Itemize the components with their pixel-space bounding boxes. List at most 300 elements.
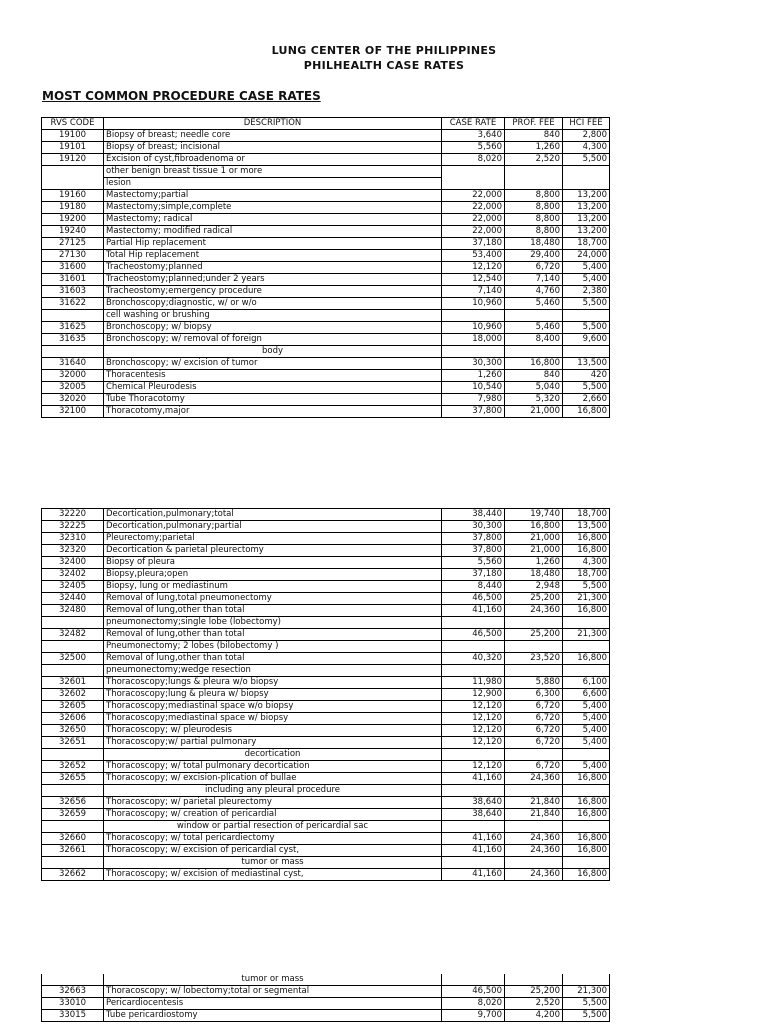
table-row bbox=[42, 581, 610, 593]
rvs-code-cell bbox=[42, 346, 104, 358]
prof-fee-cell: 6,720 bbox=[505, 761, 563, 773]
table-row bbox=[42, 406, 610, 418]
prof-fee-cell: 6,720 bbox=[505, 725, 563, 737]
hci-fee-cell bbox=[563, 310, 610, 322]
description-cell: Total Hip replacement bbox=[104, 250, 442, 262]
prof-fee-cell: 6,720 bbox=[505, 262, 563, 274]
hci-fee-cell: 18,700 bbox=[563, 569, 610, 581]
table-row bbox=[42, 605, 610, 617]
hci-fee-cell: 18,700 bbox=[563, 238, 610, 250]
rvs-code-cell: 33015 bbox=[42, 1010, 104, 1022]
description-cell: Thoracoscopy;lungs & pleura w/o biopsy bbox=[104, 677, 442, 689]
hci-fee-cell: 5,500 bbox=[563, 154, 610, 166]
document-title: LUNG CENTER OF THE PHILIPPINES bbox=[271, 44, 497, 57]
prof-fee-cell: 840 bbox=[505, 370, 563, 382]
hci-fee-cell: 18,700 bbox=[563, 509, 610, 521]
rvs-code-cell bbox=[42, 749, 104, 761]
prof-fee-cell: 5,880 bbox=[505, 677, 563, 689]
hci-fee-cell: 16,800 bbox=[563, 653, 610, 665]
prof-fee-cell: 21,000 bbox=[505, 545, 563, 557]
description-cell: Bronchoscopy; w/ biopsy bbox=[104, 322, 442, 334]
table-row bbox=[42, 202, 610, 214]
prof-fee-cell bbox=[505, 641, 563, 653]
hci-fee-cell: 9,600 bbox=[563, 334, 610, 346]
case-rate-cell: 37,180 bbox=[442, 569, 505, 581]
case-rate-cell: 22,000 bbox=[442, 190, 505, 202]
hci-fee-cell: 13,200 bbox=[563, 202, 610, 214]
prof-fee-cell: 24,360 bbox=[505, 605, 563, 617]
description-cell: Bronchoscopy; w/ removal of foreign bbox=[104, 334, 442, 346]
prof-fee-cell: 6,300 bbox=[505, 689, 563, 701]
column-header-description: DESCRIPTION bbox=[104, 118, 442, 130]
description-cell: Removal of lung,other than total bbox=[104, 605, 442, 617]
prof-fee-cell bbox=[505, 821, 563, 833]
case-rate-cell: 40,320 bbox=[442, 653, 505, 665]
description-cell: Thoracoscopy;w/ partial pulmonary bbox=[104, 737, 442, 749]
description-cell: Biopsy of pleura bbox=[104, 557, 442, 569]
table-row bbox=[42, 238, 610, 250]
rvs-code-cell: 32661 bbox=[42, 845, 104, 857]
prof-fee-cell: 2,520 bbox=[505, 998, 563, 1010]
rvs-code-cell: 32000 bbox=[42, 370, 104, 382]
rvs-code-cell bbox=[42, 785, 104, 797]
rvs-code-cell: 32482 bbox=[42, 629, 104, 641]
rvs-code-cell: 32005 bbox=[42, 382, 104, 394]
table-row-continuation bbox=[42, 821, 610, 833]
prof-fee-cell: 16,800 bbox=[505, 521, 563, 533]
table-row bbox=[42, 226, 610, 238]
case-rate-cell bbox=[442, 821, 505, 833]
rvs-code-cell: 32320 bbox=[42, 545, 104, 557]
table-row bbox=[42, 322, 610, 334]
description-cell: body bbox=[104, 346, 442, 358]
case-rate-cell: 46,500 bbox=[442, 593, 505, 605]
description-cell: lesion bbox=[104, 178, 442, 190]
case-rate-cell: 41,160 bbox=[442, 833, 505, 845]
case-rate-cell: 12,120 bbox=[442, 713, 505, 725]
hci-fee-cell: 16,800 bbox=[563, 773, 610, 785]
rvs-code-cell: 32402 bbox=[42, 569, 104, 581]
case-rate-cell: 41,160 bbox=[442, 845, 505, 857]
rvs-code-cell: 32606 bbox=[42, 713, 104, 725]
case-rate-cell: 7,980 bbox=[442, 394, 505, 406]
hci-fee-cell: 16,800 bbox=[563, 845, 610, 857]
hci-fee-cell: 13,500 bbox=[563, 521, 610, 533]
rvs-code-cell: 31600 bbox=[42, 262, 104, 274]
case-rate-cell: 7,140 bbox=[442, 286, 505, 298]
case-rate-cell: 8,020 bbox=[442, 998, 505, 1010]
case-rate-cell bbox=[442, 641, 505, 653]
table-row bbox=[42, 1010, 610, 1022]
description-cell: Thoracoscopy; w/ excision of pericardial cyst, bbox=[104, 845, 442, 857]
table-row bbox=[42, 334, 610, 346]
description-cell: Chemical Pleurodesis bbox=[104, 382, 442, 394]
rvs-code-cell: 32655 bbox=[42, 773, 104, 785]
prof-fee-cell: 8,800 bbox=[505, 226, 563, 238]
case-rate-cell: 22,000 bbox=[442, 202, 505, 214]
description-cell: Thoracoscopy; w/ total pulmonary decortication bbox=[104, 761, 442, 773]
rvs-code-cell: 31625 bbox=[42, 322, 104, 334]
rvs-code-cell: 31640 bbox=[42, 358, 104, 370]
case-rate-cell: 11,980 bbox=[442, 677, 505, 689]
prof-fee-cell: 24,360 bbox=[505, 869, 563, 881]
prof-fee-cell: 8,800 bbox=[505, 202, 563, 214]
table-row bbox=[42, 358, 610, 370]
prof-fee-cell: 8,800 bbox=[505, 214, 563, 226]
table-row bbox=[42, 286, 610, 298]
prof-fee-cell: 21,840 bbox=[505, 797, 563, 809]
description-cell: Pleurectomy;parietal bbox=[104, 533, 442, 545]
hci-fee-cell: 5,500 bbox=[563, 581, 610, 593]
hci-fee-cell: 16,800 bbox=[563, 545, 610, 557]
case-rate-cell: 18,000 bbox=[442, 334, 505, 346]
description-cell: Pericardiocentesis bbox=[104, 998, 442, 1010]
rvs-code-cell bbox=[42, 641, 104, 653]
rvs-code-cell: 32440 bbox=[42, 593, 104, 605]
table-row-continuation bbox=[42, 785, 610, 797]
rvs-code-cell: 32660 bbox=[42, 833, 104, 845]
table-row bbox=[42, 533, 610, 545]
rvs-code-cell: 19180 bbox=[42, 202, 104, 214]
table-row bbox=[42, 250, 610, 262]
prof-fee-cell: 5,040 bbox=[505, 382, 563, 394]
hci-fee-cell: 16,800 bbox=[563, 809, 610, 821]
rvs-code-cell: 19101 bbox=[42, 142, 104, 154]
rvs-code-cell bbox=[42, 310, 104, 322]
prof-fee-cell: 8,400 bbox=[505, 334, 563, 346]
table-row bbox=[42, 569, 610, 581]
rvs-code-cell: 32605 bbox=[42, 701, 104, 713]
case-rate-cell: 10,960 bbox=[442, 322, 505, 334]
table-row-continuation bbox=[42, 974, 610, 986]
case-rate-cell: 10,960 bbox=[442, 298, 505, 310]
case-rate-cell: 12,120 bbox=[442, 737, 505, 749]
rvs-code-cell: 33010 bbox=[42, 998, 104, 1010]
prof-fee-cell: 4,200 bbox=[505, 1010, 563, 1022]
rvs-code-cell bbox=[42, 665, 104, 677]
case-rate-cell bbox=[442, 166, 505, 178]
table-row bbox=[42, 154, 610, 166]
case-rate-cell: 38,440 bbox=[442, 509, 505, 521]
hci-fee-cell: 24,000 bbox=[563, 250, 610, 262]
rvs-code-cell: 32310 bbox=[42, 533, 104, 545]
prof-fee-cell bbox=[505, 166, 563, 178]
case-rates-table-3 bbox=[41, 974, 610, 1022]
prof-fee-cell: 5,460 bbox=[505, 298, 563, 310]
rvs-code-cell: 32601 bbox=[42, 677, 104, 689]
hci-fee-cell: 13,500 bbox=[563, 358, 610, 370]
table-row bbox=[42, 797, 610, 809]
description-cell: Thoracoscopy; w/ excision-plication of bullae bbox=[104, 773, 442, 785]
rvs-code-cell: 31601 bbox=[42, 274, 104, 286]
description-cell: Tube Thoracotomy bbox=[104, 394, 442, 406]
case-rate-cell: 38,640 bbox=[442, 797, 505, 809]
rvs-code-cell: 19240 bbox=[42, 226, 104, 238]
table-row bbox=[42, 689, 610, 701]
rvs-code-cell: 32405 bbox=[42, 581, 104, 593]
hci-fee-cell bbox=[563, 346, 610, 358]
case-rate-cell: 12,120 bbox=[442, 262, 505, 274]
table-row bbox=[42, 653, 610, 665]
table-row-continuation bbox=[42, 346, 610, 358]
case-rate-cell bbox=[442, 665, 505, 677]
rvs-code-cell: 32663 bbox=[42, 986, 104, 998]
description-cell: Thoracoscopy; w/ total pericardiectomy bbox=[104, 833, 442, 845]
rvs-code-cell: 32659 bbox=[42, 809, 104, 821]
prof-fee-cell bbox=[505, 974, 563, 986]
table-row bbox=[42, 869, 610, 881]
table-row-continuation bbox=[42, 857, 610, 869]
description-cell: other benign breast tissue 1 or more bbox=[104, 166, 442, 178]
case-rate-cell: 12,120 bbox=[442, 725, 505, 737]
rvs-code-cell: 32480 bbox=[42, 605, 104, 617]
hci-fee-cell: 6,600 bbox=[563, 689, 610, 701]
case-rate-cell: 53,400 bbox=[442, 250, 505, 262]
rvs-code-cell: 19120 bbox=[42, 154, 104, 166]
rvs-code-cell bbox=[42, 974, 104, 986]
prof-fee-cell: 29,400 bbox=[505, 250, 563, 262]
description-cell: Biopsy of breast; incisional bbox=[104, 142, 442, 154]
prof-fee-cell: 18,480 bbox=[505, 569, 563, 581]
prof-fee-cell: 21,000 bbox=[505, 406, 563, 418]
rvs-code-cell: 32220 bbox=[42, 509, 104, 521]
case-rate-cell: 46,500 bbox=[442, 986, 505, 998]
table-row bbox=[42, 298, 610, 310]
hci-fee-cell: 2,380 bbox=[563, 286, 610, 298]
rvs-code-cell: 19100 bbox=[42, 130, 104, 142]
column-header-case-rate: CASE RATE bbox=[442, 118, 505, 130]
prof-fee-cell: 2,948 bbox=[505, 581, 563, 593]
description-cell: Thoracoscopy; w/ excision of mediastinal cyst, bbox=[104, 869, 442, 881]
description-cell: Biopsy, lung or mediastinum bbox=[104, 581, 442, 593]
case-rate-cell: 5,560 bbox=[442, 142, 505, 154]
description-cell: Decortication,pulmonary;total bbox=[104, 509, 442, 521]
description-cell: decortication bbox=[104, 749, 442, 761]
table-row bbox=[42, 509, 610, 521]
rvs-code-cell: 19160 bbox=[42, 190, 104, 202]
table-row bbox=[42, 262, 610, 274]
case-rate-cell bbox=[442, 310, 505, 322]
table-row bbox=[42, 142, 610, 154]
table-row bbox=[42, 130, 610, 142]
table-row bbox=[42, 998, 610, 1010]
prof-fee-cell: 24,360 bbox=[505, 833, 563, 845]
description-cell: Thoracoscopy;lung & pleura w/ biopsy bbox=[104, 689, 442, 701]
table-row bbox=[42, 557, 610, 569]
hci-fee-cell: 16,800 bbox=[563, 533, 610, 545]
table-row bbox=[42, 845, 610, 857]
column-header-prof-fee: PROF. FEE bbox=[505, 118, 563, 130]
table-row-continuation bbox=[42, 617, 610, 629]
description-cell: Tracheostomy;planned;under 2 years bbox=[104, 274, 442, 286]
description-cell: Thoracoscopy; w/ parietal pleurectomy bbox=[104, 797, 442, 809]
table-row bbox=[42, 382, 610, 394]
description-cell: window or partial resection of pericardial sac bbox=[104, 821, 442, 833]
hci-fee-cell bbox=[563, 166, 610, 178]
description-cell: Decortication,pulmonary;partial bbox=[104, 521, 442, 533]
case-rate-cell: 8,440 bbox=[442, 581, 505, 593]
section-heading: MOST COMMON PROCEDURE CASE RATES bbox=[42, 89, 321, 103]
prof-fee-cell bbox=[505, 857, 563, 869]
rvs-code-cell: 32662 bbox=[42, 869, 104, 881]
prof-fee-cell bbox=[505, 310, 563, 322]
description-cell: Thoracoscopy;mediastinal space w/o biopsy bbox=[104, 701, 442, 713]
rvs-code-cell bbox=[42, 166, 104, 178]
rvs-code-cell: 27125 bbox=[42, 238, 104, 250]
prof-fee-cell: 840 bbox=[505, 130, 563, 142]
case-rate-cell: 41,160 bbox=[442, 869, 505, 881]
prof-fee-cell: 5,460 bbox=[505, 322, 563, 334]
rvs-code-cell: 32652 bbox=[42, 761, 104, 773]
case-rates-table-2 bbox=[41, 508, 610, 881]
prof-fee-cell: 21,000 bbox=[505, 533, 563, 545]
hci-fee-cell: 21,300 bbox=[563, 986, 610, 998]
case-rate-cell: 12,120 bbox=[442, 761, 505, 773]
description-cell: Mastectomy;partial bbox=[104, 190, 442, 202]
description-cell: Excision of cyst,fibroadenoma or bbox=[104, 154, 442, 166]
hci-fee-cell bbox=[563, 617, 610, 629]
rvs-code-cell: 32020 bbox=[42, 394, 104, 406]
case-rate-cell: 41,160 bbox=[442, 773, 505, 785]
hci-fee-cell: 21,300 bbox=[563, 593, 610, 605]
table-row bbox=[42, 773, 610, 785]
case-rate-cell: 37,800 bbox=[442, 545, 505, 557]
rvs-code-cell: 32602 bbox=[42, 689, 104, 701]
table-row bbox=[42, 629, 610, 641]
case-rate-cell: 8,020 bbox=[442, 154, 505, 166]
prof-fee-cell: 18,480 bbox=[505, 238, 563, 250]
case-rate-cell: 12,900 bbox=[442, 689, 505, 701]
prof-fee-cell: 25,200 bbox=[505, 593, 563, 605]
hci-fee-cell: 6,100 bbox=[563, 677, 610, 689]
hci-fee-cell: 5,400 bbox=[563, 274, 610, 286]
description-cell: Thoracotomy,major bbox=[104, 406, 442, 418]
case-rate-cell: 30,300 bbox=[442, 521, 505, 533]
hci-fee-cell bbox=[563, 974, 610, 986]
rvs-code-cell: 32225 bbox=[42, 521, 104, 533]
hci-fee-cell: 5,400 bbox=[563, 725, 610, 737]
hci-fee-cell: 13,200 bbox=[563, 190, 610, 202]
description-cell: Removal of lung,other than total bbox=[104, 653, 442, 665]
case-rate-cell: 10,540 bbox=[442, 382, 505, 394]
description-cell: including any pleural procedure bbox=[104, 785, 442, 797]
prof-fee-cell: 24,360 bbox=[505, 773, 563, 785]
prof-fee-cell: 7,140 bbox=[505, 274, 563, 286]
case-rate-cell: 30,300 bbox=[442, 358, 505, 370]
hci-fee-cell: 5,500 bbox=[563, 998, 610, 1010]
table-row bbox=[42, 545, 610, 557]
hci-fee-cell: 13,200 bbox=[563, 214, 610, 226]
case-rate-cell: 37,180 bbox=[442, 238, 505, 250]
description-cell: Mastectomy; modified radical bbox=[104, 226, 442, 238]
hci-fee-cell: 13,200 bbox=[563, 226, 610, 238]
rvs-code-cell: 31622 bbox=[42, 298, 104, 310]
prof-fee-cell: 8,800 bbox=[505, 190, 563, 202]
case-rate-cell: 3,640 bbox=[442, 130, 505, 142]
case-rate-cell bbox=[442, 346, 505, 358]
case-rate-cell: 22,000 bbox=[442, 226, 505, 238]
prof-fee-cell bbox=[505, 178, 563, 190]
prof-fee-cell: 2,520 bbox=[505, 154, 563, 166]
table-row bbox=[42, 370, 610, 382]
case-rate-cell: 41,160 bbox=[442, 605, 505, 617]
case-rate-cell: 12,540 bbox=[442, 274, 505, 286]
case-rates-table-1 bbox=[41, 117, 610, 418]
prof-fee-cell: 24,360 bbox=[505, 845, 563, 857]
case-rate-cell: 38,640 bbox=[442, 809, 505, 821]
hci-fee-cell: 21,300 bbox=[563, 629, 610, 641]
rvs-code-cell: 31635 bbox=[42, 334, 104, 346]
description-cell: Removal of lung,total pneumonectomy bbox=[104, 593, 442, 605]
description-cell: Mastectomy; radical bbox=[104, 214, 442, 226]
prof-fee-cell bbox=[505, 346, 563, 358]
description-cell: Bronchoscopy;diagnostic, w/ or w/o bbox=[104, 298, 442, 310]
description-cell: Thoracoscopy; w/ lobectomy;total or segmental bbox=[104, 986, 442, 998]
description-cell: Tube pericardiostomy bbox=[104, 1010, 442, 1022]
case-rate-cell: 5,560 bbox=[442, 557, 505, 569]
hci-fee-cell: 5,500 bbox=[563, 1010, 610, 1022]
hci-fee-cell: 420 bbox=[563, 370, 610, 382]
table-row bbox=[42, 593, 610, 605]
hci-fee-cell: 16,800 bbox=[563, 869, 610, 881]
table-row bbox=[42, 986, 610, 998]
case-rate-cell: 37,800 bbox=[442, 406, 505, 418]
rvs-code-cell: 32656 bbox=[42, 797, 104, 809]
hci-fee-cell: 4,300 bbox=[563, 557, 610, 569]
table-row bbox=[42, 677, 610, 689]
rvs-code-cell: 27130 bbox=[42, 250, 104, 262]
table-row-continuation bbox=[42, 665, 610, 677]
description-cell: Pneumonectomy; 2 lobes (bilobectomy ) bbox=[104, 641, 442, 653]
hci-fee-cell bbox=[563, 749, 610, 761]
description-cell: Thoracentesis bbox=[104, 370, 442, 382]
rvs-code-cell: 32500 bbox=[42, 653, 104, 665]
case-rate-cell: 37,800 bbox=[442, 533, 505, 545]
rvs-code-cell bbox=[42, 857, 104, 869]
description-cell: pneumonectomy;wedge resection bbox=[104, 665, 442, 677]
description-cell: Bronchoscopy; w/ excision of tumor bbox=[104, 358, 442, 370]
case-rate-cell: 46,500 bbox=[442, 629, 505, 641]
case-rate-cell bbox=[442, 785, 505, 797]
prof-fee-cell: 1,260 bbox=[505, 142, 563, 154]
table-row bbox=[42, 274, 610, 286]
description-cell: tumor or mass bbox=[104, 974, 442, 986]
description-cell: Tracheostomy;planned bbox=[104, 262, 442, 274]
table-row-continuation bbox=[42, 178, 610, 190]
case-rate-cell bbox=[442, 749, 505, 761]
case-rate-cell: 1,260 bbox=[442, 370, 505, 382]
rvs-code-cell: 32650 bbox=[42, 725, 104, 737]
rvs-code-cell bbox=[42, 821, 104, 833]
case-rate-cell bbox=[442, 178, 505, 190]
table-row bbox=[42, 809, 610, 821]
hci-fee-cell: 4,300 bbox=[563, 142, 610, 154]
table-row bbox=[42, 713, 610, 725]
prof-fee-cell: 25,200 bbox=[505, 629, 563, 641]
hci-fee-cell bbox=[563, 821, 610, 833]
case-rate-cell bbox=[442, 857, 505, 869]
hci-fee-cell: 5,400 bbox=[563, 701, 610, 713]
description-cell: Decortication & parietal pleurectomy bbox=[104, 545, 442, 557]
hci-fee-cell bbox=[563, 785, 610, 797]
description-cell: Thoracoscopy;mediastinal space w/ biopsy bbox=[104, 713, 442, 725]
hci-fee-cell: 5,500 bbox=[563, 298, 610, 310]
prof-fee-cell: 6,720 bbox=[505, 713, 563, 725]
description-cell: Removal of lung,other than total bbox=[104, 629, 442, 641]
hci-fee-cell: 5,400 bbox=[563, 713, 610, 725]
case-rate-cell: 12,120 bbox=[442, 701, 505, 713]
table-row bbox=[42, 725, 610, 737]
